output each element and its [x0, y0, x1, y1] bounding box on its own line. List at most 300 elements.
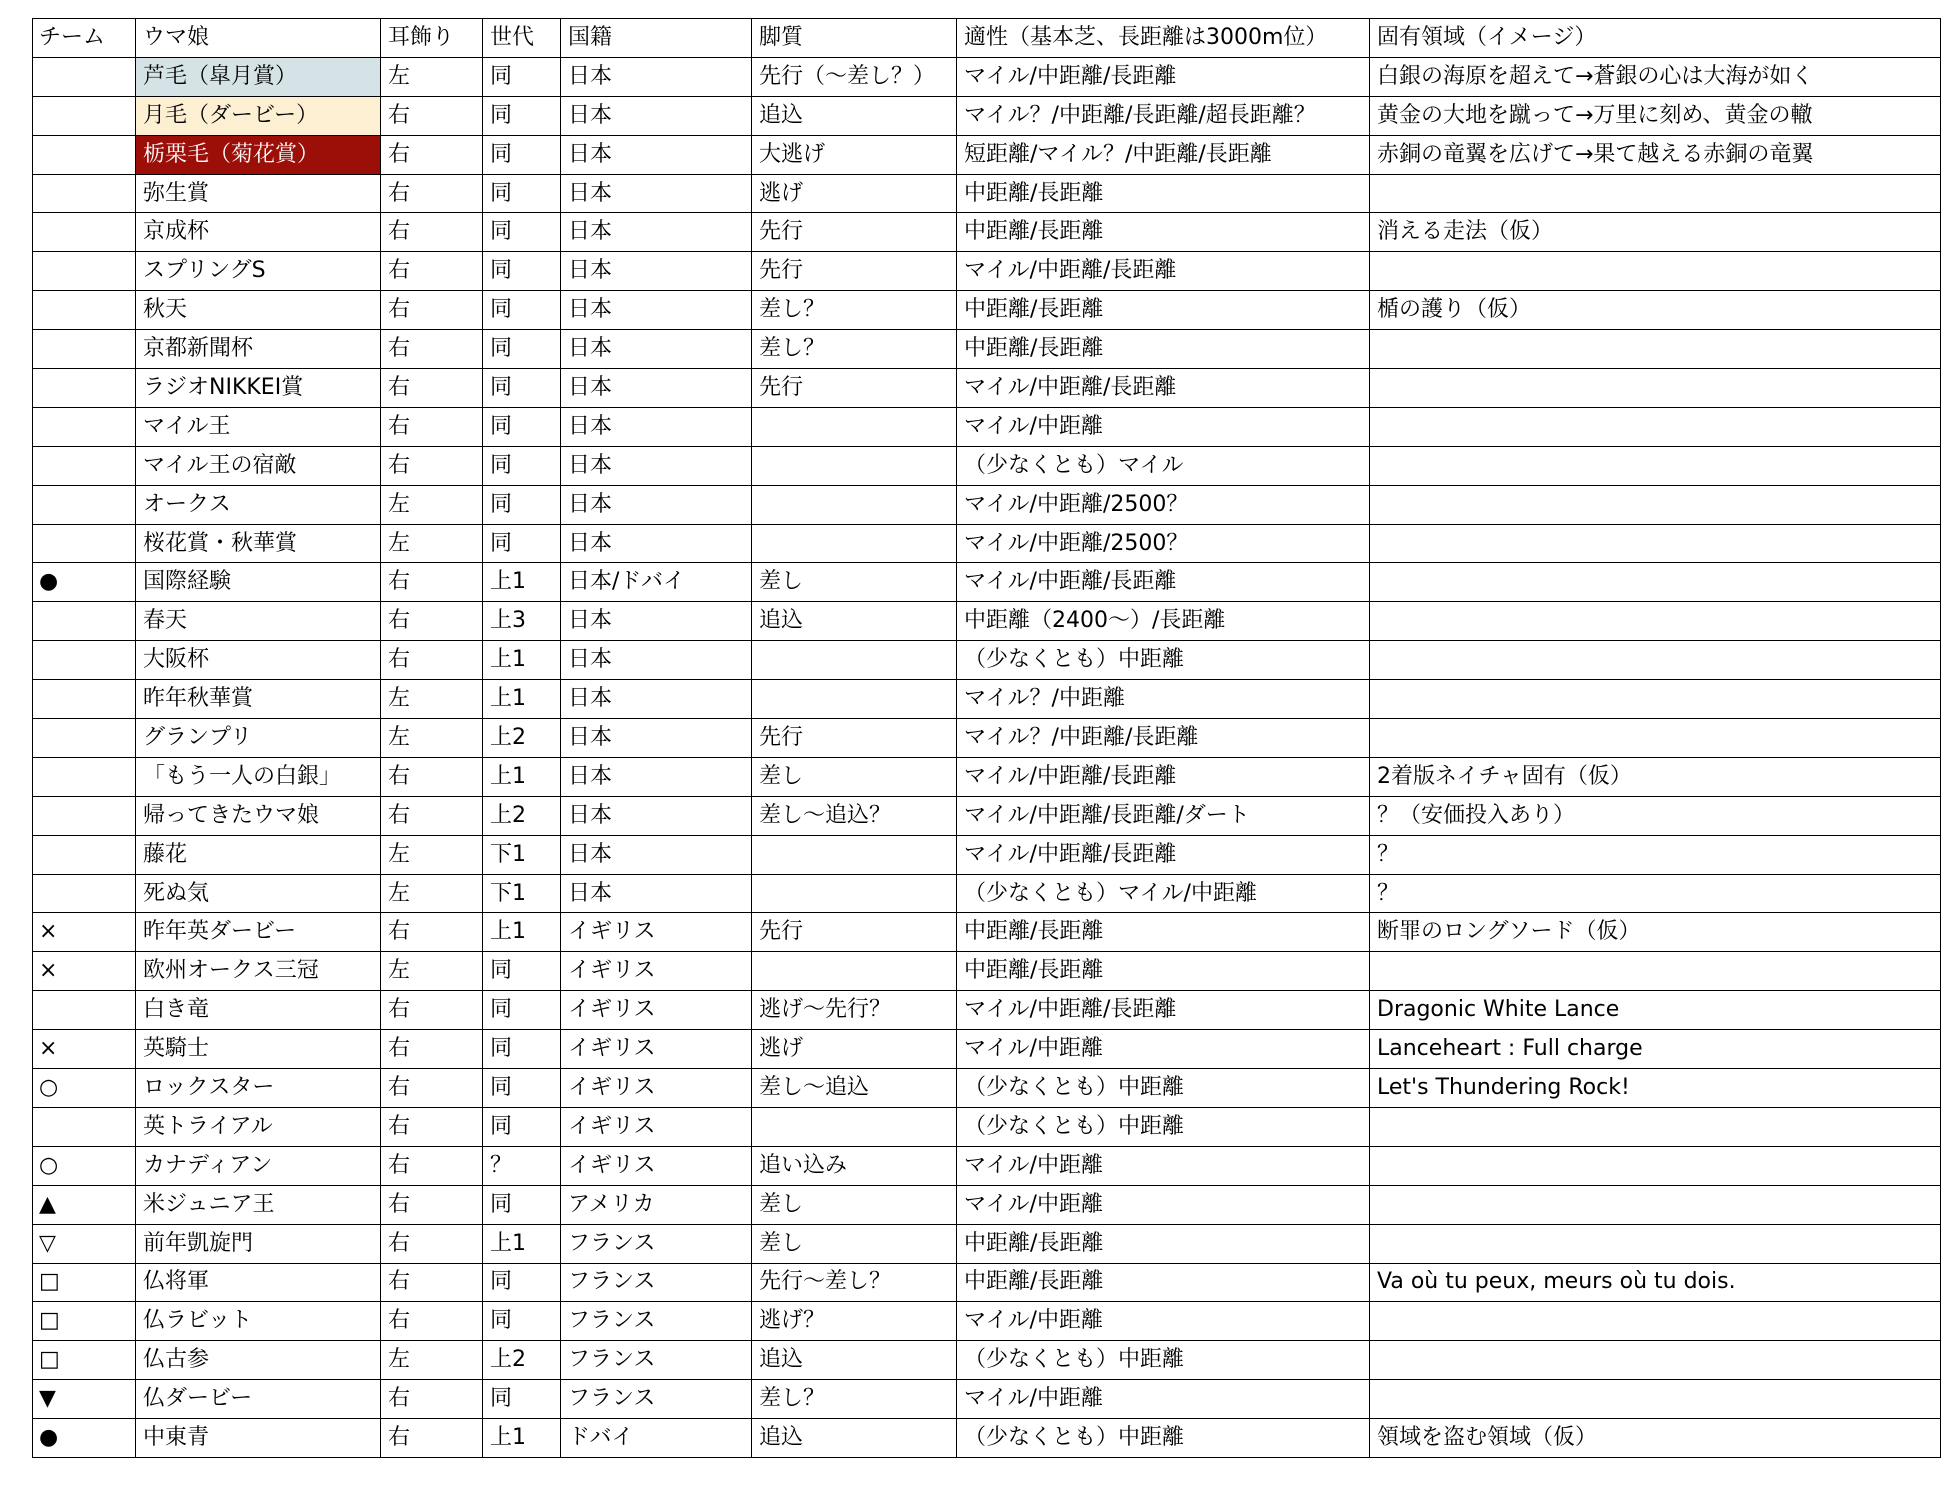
cell-running-style[interactable] [752, 524, 957, 563]
cell-nationality[interactable]: イギリス [561, 1030, 752, 1069]
cell-unique-domain[interactable] [1370, 1380, 1941, 1419]
cell-unique-domain[interactable]: Dragonic White Lance [1370, 991, 1941, 1030]
cell-aptitude[interactable]: マイル/中距離/長距離 [957, 563, 1370, 602]
cell-unique-domain[interactable] [1370, 1224, 1941, 1263]
cell-team[interactable]: ▽ [33, 1224, 136, 1263]
cell-running-style[interactable] [752, 446, 957, 485]
cell-nationality[interactable]: フランス [561, 1341, 752, 1380]
cell-name[interactable]: 中東青 [136, 1419, 381, 1458]
cell-running-style[interactable]: 追込 [752, 96, 957, 135]
cell-unique-domain[interactable]: ？（安価投入あり） [1370, 796, 1941, 835]
cell-ear[interactable]: 右 [381, 757, 483, 796]
cell-nationality[interactable]: フランス [561, 1263, 752, 1302]
cell-team[interactable] [33, 213, 136, 252]
cell-generation[interactable]: 同 [483, 952, 561, 991]
cell-generation[interactable]: 同 [483, 485, 561, 524]
cell-ear[interactable]: 右 [381, 291, 483, 330]
cell-team[interactable] [33, 174, 136, 213]
cell-team[interactable] [33, 874, 136, 913]
cell-name[interactable]: 京成杯 [136, 213, 381, 252]
cell-nationality[interactable]: 日本 [561, 485, 752, 524]
cell-team[interactable] [33, 524, 136, 563]
cell-aptitude[interactable]: 短距離/マイル？/中距離/長距離 [957, 135, 1370, 174]
cell-ear[interactable]: 右 [381, 1224, 483, 1263]
cell-name[interactable]: スプリングS [136, 252, 381, 291]
cell-running-style[interactable]: 先行 [752, 252, 957, 291]
cell-ear[interactable]: 右 [381, 991, 483, 1030]
cell-team[interactable] [33, 719, 136, 758]
cell-nationality[interactable]: 日本 [561, 602, 752, 641]
cell-generation[interactable]: 同 [483, 407, 561, 446]
cell-name[interactable]: 月毛（ダービー） [136, 96, 381, 135]
cell-nationality[interactable]: イギリス [561, 1146, 752, 1185]
cell-name[interactable]: グランプリ [136, 719, 381, 758]
cell-nationality[interactable]: フランス [561, 1224, 752, 1263]
cell-ear[interactable]: 右 [381, 1419, 483, 1458]
cell-nationality[interactable]: イギリス [561, 991, 752, 1030]
cell-team[interactable] [33, 835, 136, 874]
cell-name[interactable]: 「もう一人の白銀」 [136, 757, 381, 796]
cell-ear[interactable]: 左 [381, 835, 483, 874]
cell-name[interactable]: 死ぬ気 [136, 874, 381, 913]
cell-nationality[interactable]: 日本 [561, 719, 752, 758]
cell-team[interactable]: □ [33, 1341, 136, 1380]
cell-aptitude[interactable]: 中距離/長距離 [957, 913, 1370, 952]
cell-generation[interactable]: 同 [483, 252, 561, 291]
cell-nationality[interactable]: 日本 [561, 57, 752, 96]
cell-nationality[interactable]: イギリス [561, 952, 752, 991]
cell-name[interactable]: 昨年秋華賞 [136, 680, 381, 719]
cell-unique-domain[interactable] [1370, 407, 1941, 446]
cell-ear[interactable]: 右 [381, 330, 483, 369]
cell-aptitude[interactable]: マイル/中距離/2500？ [957, 524, 1370, 563]
cell-team[interactable]: ○ [33, 1146, 136, 1185]
cell-ear[interactable]: 左 [381, 524, 483, 563]
cell-running-style[interactable]: 差し [752, 1185, 957, 1224]
cell-team[interactable] [33, 407, 136, 446]
cell-team[interactable]: × [33, 913, 136, 952]
cell-name[interactable]: 京都新聞杯 [136, 330, 381, 369]
cell-aptitude[interactable]: 中距離/長距離 [957, 952, 1370, 991]
cell-running-style[interactable]: 追込 [752, 1419, 957, 1458]
cell-ear[interactable]: 左 [381, 952, 483, 991]
cell-unique-domain[interactable] [1370, 680, 1941, 719]
cell-team[interactable] [33, 680, 136, 719]
cell-team[interactable]: ○ [33, 1069, 136, 1108]
cell-aptitude[interactable]: マイル/中距離 [957, 407, 1370, 446]
cell-name[interactable]: マイル王 [136, 407, 381, 446]
cell-unique-domain[interactable] [1370, 446, 1941, 485]
cell-aptitude[interactable]: マイル/中距離 [957, 1185, 1370, 1224]
cell-aptitude[interactable]: マイル/中距離/長距離/ダート [957, 796, 1370, 835]
cell-aptitude[interactable]: （少なくとも）中距離 [957, 1107, 1370, 1146]
cell-running-style[interactable]: 追い込み [752, 1146, 957, 1185]
cell-unique-domain[interactable] [1370, 602, 1941, 641]
cell-name[interactable]: 仏ダービー [136, 1380, 381, 1419]
cell-nationality[interactable]: 日本 [561, 407, 752, 446]
cell-unique-domain[interactable] [1370, 1107, 1941, 1146]
header-cell-generation[interactable]: 世代 [483, 19, 561, 58]
cell-generation[interactable]: 同 [483, 524, 561, 563]
header-cell-name[interactable]: ウマ娘 [136, 19, 381, 58]
cell-team[interactable] [33, 757, 136, 796]
cell-team[interactable] [33, 446, 136, 485]
cell-unique-domain[interactable] [1370, 641, 1941, 680]
cell-aptitude[interactable]: 中距離/長距離 [957, 330, 1370, 369]
cell-ear[interactable]: 右 [381, 1185, 483, 1224]
cell-nationality[interactable]: 日本 [561, 835, 752, 874]
cell-unique-domain[interactable] [1370, 524, 1941, 563]
cell-team[interactable] [33, 602, 136, 641]
cell-generation[interactable]: 同 [483, 57, 561, 96]
cell-generation[interactable]: 上1 [483, 680, 561, 719]
cell-name[interactable]: 仏将軍 [136, 1263, 381, 1302]
cell-name[interactable]: オークス [136, 485, 381, 524]
cell-name[interactable]: 桜花賞・秋華賞 [136, 524, 381, 563]
cell-generation[interactable]: 上3 [483, 602, 561, 641]
cell-team[interactable]: ● [33, 1419, 136, 1458]
cell-running-style[interactable]: 差し？ [752, 1380, 957, 1419]
cell-name[interactable]: 英騎士 [136, 1030, 381, 1069]
cell-aptitude[interactable]: 中距離/長距離 [957, 213, 1370, 252]
cell-team[interactable] [33, 135, 136, 174]
cell-unique-domain[interactable] [1370, 1341, 1941, 1380]
cell-running-style[interactable]: 逃げ [752, 174, 957, 213]
cell-nationality[interactable]: イギリス [561, 1069, 752, 1108]
header-cell-unique-domain[interactable]: 固有領域（イメージ） [1370, 19, 1941, 58]
cell-nationality[interactable]: 日本 [561, 757, 752, 796]
cell-name[interactable]: 欧州オークス三冠 [136, 952, 381, 991]
cell-aptitude[interactable]: （少なくとも）中距離 [957, 1069, 1370, 1108]
cell-team[interactable]: ▲ [33, 1185, 136, 1224]
cell-team[interactable] [33, 57, 136, 96]
header-cell-running-style[interactable]: 脚質 [752, 19, 957, 58]
cell-nationality[interactable]: フランス [561, 1302, 752, 1341]
cell-nationality[interactable]: 日本 [561, 446, 752, 485]
cell-ear[interactable]: 左 [381, 874, 483, 913]
cell-aptitude[interactable]: マイル/中距離/長距離 [957, 991, 1370, 1030]
cell-ear[interactable]: 右 [381, 1146, 483, 1185]
cell-name[interactable]: 藤花 [136, 835, 381, 874]
cell-aptitude[interactable]: マイル/中距離/長距離 [957, 757, 1370, 796]
cell-ear[interactable]: 右 [381, 96, 483, 135]
cell-aptitude[interactable]: マイル/中距離/長距離 [957, 57, 1370, 96]
cell-ear[interactable]: 左 [381, 680, 483, 719]
cell-nationality[interactable]: 日本 [561, 291, 752, 330]
cell-running-style[interactable]: 先行（～差し？） [752, 57, 957, 96]
cell-team[interactable] [33, 96, 136, 135]
cell-unique-domain[interactable] [1370, 485, 1941, 524]
cell-ear[interactable]: 左 [381, 1341, 483, 1380]
cell-team[interactable]: ▼ [33, 1380, 136, 1419]
cell-name[interactable]: 仏ラビット [136, 1302, 381, 1341]
cell-team[interactable]: □ [33, 1263, 136, 1302]
cell-unique-domain[interactable]: 領域を盗む領域（仮） [1370, 1419, 1941, 1458]
cell-name[interactable]: 昨年英ダービー [136, 913, 381, 952]
cell-running-style[interactable]: 差し [752, 1224, 957, 1263]
cell-team[interactable] [33, 485, 136, 524]
cell-generation[interactable]: 上1 [483, 641, 561, 680]
table-row [33, 952, 1941, 991]
cell-unique-domain[interactable] [1370, 563, 1941, 602]
cell-running-style[interactable]: 追込 [752, 602, 957, 641]
cell-ear[interactable]: 右 [381, 1263, 483, 1302]
cell-generation[interactable]: 下1 [483, 835, 561, 874]
cell-nationality[interactable]: ドバイ [561, 1419, 752, 1458]
cell-unique-domain[interactable] [1370, 1302, 1941, 1341]
cell-ear[interactable]: 右 [381, 1030, 483, 1069]
cell-ear[interactable]: 右 [381, 1107, 483, 1146]
table-row [33, 524, 1941, 563]
cell-generation[interactable]: 同 [483, 1302, 561, 1341]
cell-nationality[interactable]: アメリカ [561, 1185, 752, 1224]
cell-generation[interactable]: 上1 [483, 563, 561, 602]
cell-name[interactable]: 春天 [136, 602, 381, 641]
cell-unique-domain[interactable] [1370, 252, 1941, 291]
cell-nationality[interactable]: 日本 [561, 135, 752, 174]
cell-aptitude[interactable]: 中距離/長距離 [957, 291, 1370, 330]
cell-name[interactable]: カナディアン [136, 1146, 381, 1185]
cell-aptitude[interactable]: マイル/中距離 [957, 1380, 1370, 1419]
cell-running-style[interactable]: 先行 [752, 719, 957, 758]
cell-aptitude[interactable]: 中距離/長距離 [957, 1224, 1370, 1263]
cell-generation[interactable]: 上2 [483, 719, 561, 758]
cell-team[interactable] [33, 369, 136, 408]
cell-unique-domain[interactable]: 楯の護り（仮） [1370, 291, 1941, 330]
cell-generation[interactable]: 同 [483, 1263, 561, 1302]
cell-running-style[interactable] [752, 874, 957, 913]
cell-generation[interactable]: 同 [483, 1069, 561, 1108]
cell-name[interactable]: 帰ってきたウマ娘 [136, 796, 381, 835]
cell-aptitude[interactable]: マイル/中距離/2500？ [957, 485, 1370, 524]
cell-unique-domain[interactable]: ？ [1370, 874, 1941, 913]
cell-ear[interactable]: 左 [381, 57, 483, 96]
cell-aptitude[interactable]: （少なくとも）マイル [957, 446, 1370, 485]
cell-aptitude[interactable]: マイル/中距離/長距離 [957, 835, 1370, 874]
cell-team[interactable] [33, 796, 136, 835]
cell-ear[interactable]: 右 [381, 135, 483, 174]
header-cell-aptitude[interactable]: 適性（基本芝、長距離は3000m位） [957, 19, 1370, 58]
cell-ear[interactable]: 右 [381, 602, 483, 641]
cell-running-style[interactable]: 差し [752, 563, 957, 602]
cell-generation[interactable]: 上1 [483, 1224, 561, 1263]
cell-running-style[interactable]: 差し～追込？ [752, 796, 957, 835]
cell-name[interactable]: 白き竜 [136, 991, 381, 1030]
cell-ear[interactable]: 右 [381, 1069, 483, 1108]
cell-nationality[interactable]: 日本 [561, 874, 752, 913]
cell-aptitude[interactable]: （少なくとも）中距離 [957, 641, 1370, 680]
cell-ear[interactable]: 右 [381, 641, 483, 680]
cell-running-style[interactable] [752, 485, 957, 524]
cell-generation[interactable]: 同 [483, 991, 561, 1030]
cell-running-style[interactable]: 逃げ？ [752, 1302, 957, 1341]
cell-generation[interactable]: 同 [483, 1380, 561, 1419]
cell-name[interactable]: 栃栗毛（菊花賞） [136, 135, 381, 174]
cell-generation[interactable]: 同 [483, 135, 561, 174]
cell-nationality[interactable]: イギリス [561, 1107, 752, 1146]
cell-running-style[interactable] [752, 680, 957, 719]
cell-ear[interactable]: 右 [381, 1302, 483, 1341]
cell-generation[interactable]: 同 [483, 330, 561, 369]
cell-nationality[interactable]: 日本 [561, 796, 752, 835]
cell-running-style[interactable] [752, 835, 957, 874]
cell-aptitude[interactable]: 中距離/長距離 [957, 1263, 1370, 1302]
cell-aptitude[interactable]: マイル/中距離 [957, 1302, 1370, 1341]
cell-aptitude[interactable]: マイル？/中距離/長距離/超長距離？ [957, 96, 1370, 135]
cell-running-style[interactable] [752, 1107, 957, 1146]
cell-running-style[interactable]: 逃げ [752, 1030, 957, 1069]
cell-ear[interactable]: 右 [381, 1380, 483, 1419]
cell-unique-domain[interactable] [1370, 369, 1941, 408]
cell-name[interactable]: 弥生賞 [136, 174, 381, 213]
cell-generation[interactable]: 上2 [483, 1341, 561, 1380]
cell-running-style[interactable] [752, 641, 957, 680]
cell-running-style[interactable]: 先行 [752, 213, 957, 252]
cell-running-style[interactable] [752, 952, 957, 991]
cell-unique-domain[interactable] [1370, 174, 1941, 213]
cell-team[interactable]: □ [33, 1302, 136, 1341]
header-cell-team[interactable]: チーム [33, 19, 136, 58]
cell-name[interactable]: 仏古参 [136, 1341, 381, 1380]
cell-ear[interactable]: 右 [381, 252, 483, 291]
header-cell-ear[interactable]: 耳飾り [381, 19, 483, 58]
cell-generation[interactable]: ？ [483, 1146, 561, 1185]
cell-unique-domain[interactable]: 赤銅の竜翼を広げて→果て越える赤銅の竜翼 [1370, 135, 1941, 174]
cell-ear[interactable]: 右 [381, 796, 483, 835]
cell-running-style[interactable]: 大逃げ [752, 135, 957, 174]
cell-aptitude[interactable]: 中距離/長距離 [957, 174, 1370, 213]
cell-aptitude[interactable]: マイル？/中距離 [957, 680, 1370, 719]
cell-generation[interactable]: 上1 [483, 1419, 561, 1458]
cell-nationality[interactable]: 日本 [561, 330, 752, 369]
cell-aptitude[interactable]: マイル？/中距離/長距離 [957, 719, 1370, 758]
cell-name[interactable]: 芦毛（皐月賞） [136, 57, 381, 96]
cell-name[interactable]: 前年凱旋門 [136, 1224, 381, 1263]
cell-team[interactable] [33, 252, 136, 291]
cell-running-style[interactable]: 先行 [752, 369, 957, 408]
cell-unique-domain[interactable]: 断罪のロングソード（仮） [1370, 913, 1941, 952]
cell-generation[interactable]: 同 [483, 369, 561, 408]
cell-team[interactable]: × [33, 952, 136, 991]
cell-aptitude[interactable]: マイル/中距離 [957, 1146, 1370, 1185]
cell-aptitude[interactable]: マイル/中距離/長距離 [957, 252, 1370, 291]
cell-aptitude[interactable]: （少なくとも）マイル/中距離 [957, 874, 1370, 913]
cell-ear[interactable]: 右 [381, 407, 483, 446]
cell-generation[interactable]: 同 [483, 1185, 561, 1224]
cell-generation[interactable]: 下1 [483, 874, 561, 913]
cell-unique-domain[interactable] [1370, 330, 1941, 369]
cell-generation[interactable]: 同 [483, 174, 561, 213]
cell-generation[interactable]: 同 [483, 96, 561, 135]
cell-unique-domain[interactable] [1370, 719, 1941, 758]
table-row [33, 1185, 1941, 1224]
cell-unique-domain[interactable]: 黄金の大地を蹴って→万里に刻め、黄金の轍 [1370, 96, 1941, 135]
cell-running-style[interactable]: 追込 [752, 1341, 957, 1380]
cell-team[interactable] [33, 1107, 136, 1146]
cell-aptitude[interactable]: （少なくとも）中距離 [957, 1341, 1370, 1380]
cell-generation[interactable]: 上1 [483, 757, 561, 796]
cell-name[interactable]: 大阪杯 [136, 641, 381, 680]
cell-running-style[interactable]: 差し？ [752, 330, 957, 369]
cell-ear[interactable]: 左 [381, 719, 483, 758]
cell-generation[interactable]: 同 [483, 213, 561, 252]
cell-team[interactable]: × [33, 1030, 136, 1069]
cell-name[interactable]: 米ジュニア王 [136, 1185, 381, 1224]
cell-name[interactable]: ラジオNIKKEI賞 [136, 369, 381, 408]
cell-unique-domain[interactable] [1370, 952, 1941, 991]
cell-generation[interactable]: 同 [483, 446, 561, 485]
header-cell-nationality[interactable]: 国籍 [561, 19, 752, 58]
cell-nationality[interactable]: フランス [561, 1380, 752, 1419]
cell-running-style[interactable]: 差し～追込 [752, 1069, 957, 1108]
cell-generation[interactable]: 同 [483, 1030, 561, 1069]
cell-ear[interactable]: 右 [381, 369, 483, 408]
cell-team[interactable] [33, 291, 136, 330]
cell-nationality[interactable]: イギリス [561, 913, 752, 952]
cell-aptitude[interactable]: マイル/中距離/長距離 [957, 369, 1370, 408]
table-row [33, 135, 1941, 174]
cell-nationality[interactable]: 日本/ドバイ [561, 563, 752, 602]
cell-name[interactable]: 秋天 [136, 291, 381, 330]
cell-nationality[interactable]: 日本 [561, 174, 752, 213]
cell-nationality[interactable]: 日本 [561, 524, 752, 563]
cell-generation[interactable]: 同 [483, 1107, 561, 1146]
cell-unique-domain[interactable]: 消える走法（仮） [1370, 213, 1941, 252]
cell-unique-domain[interactable]: ？ [1370, 835, 1941, 874]
cell-running-style[interactable]: 先行～差し？ [752, 1263, 957, 1302]
cell-ear[interactable]: 左 [381, 485, 483, 524]
cell-running-style[interactable]: 先行 [752, 913, 957, 952]
cell-unique-domain[interactable] [1370, 1146, 1941, 1185]
cell-ear[interactable]: 右 [381, 446, 483, 485]
cell-generation[interactable]: 同 [483, 291, 561, 330]
cell-nationality[interactable]: 日本 [561, 96, 752, 135]
cell-nationality[interactable]: 日本 [561, 369, 752, 408]
cell-running-style[interactable] [752, 407, 957, 446]
cell-nationality[interactable]: 日本 [561, 252, 752, 291]
cell-running-style[interactable]: 差し？ [752, 291, 957, 330]
cell-team[interactable] [33, 641, 136, 680]
cell-unique-domain[interactable]: Lanceheart : Full charge [1370, 1030, 1941, 1069]
cell-unique-domain[interactable]: 白銀の海原を超えて→蒼銀の心は大海が如く [1370, 57, 1941, 96]
cell-generation[interactable]: 上2 [483, 796, 561, 835]
cell-nationality[interactable]: 日本 [561, 641, 752, 680]
cell-unique-domain[interactable]: Let's Thundering Rock! [1370, 1069, 1941, 1108]
cell-running-style[interactable]: 差し [752, 757, 957, 796]
cell-nationality[interactable]: 日本 [561, 213, 752, 252]
cell-team[interactable] [33, 330, 136, 369]
cell-aptitude[interactable]: マイル/中距離 [957, 1030, 1370, 1069]
cell-ear[interactable]: 右 [381, 213, 483, 252]
cell-unique-domain[interactable] [1370, 1185, 1941, 1224]
cell-name[interactable]: ロックスター [136, 1069, 381, 1108]
cell-team[interactable]: ● [33, 563, 136, 602]
cell-ear[interactable]: 右 [381, 913, 483, 952]
cell-ear[interactable]: 右 [381, 563, 483, 602]
cell-aptitude[interactable]: 中距離（2400～）/長距離 [957, 602, 1370, 641]
cell-ear[interactable]: 右 [381, 174, 483, 213]
cell-team[interactable] [33, 991, 136, 1030]
cell-nationality[interactable]: 日本 [561, 680, 752, 719]
cell-running-style[interactable]: 逃げ～先行？ [752, 991, 957, 1030]
cell-name[interactable]: 国際経験 [136, 563, 381, 602]
cell-unique-domain[interactable]: 2着版ネイチャ固有（仮） [1370, 757, 1941, 796]
cell-aptitude[interactable]: （少なくとも）中距離 [957, 1419, 1370, 1458]
cell-name[interactable]: マイル王の宿敵 [136, 446, 381, 485]
cell-generation[interactable]: 上1 [483, 913, 561, 952]
cell-name[interactable]: 英トライアル [136, 1107, 381, 1146]
cell-unique-domain[interactable]: Va où tu peux, meurs où tu dois. [1370, 1263, 1941, 1302]
